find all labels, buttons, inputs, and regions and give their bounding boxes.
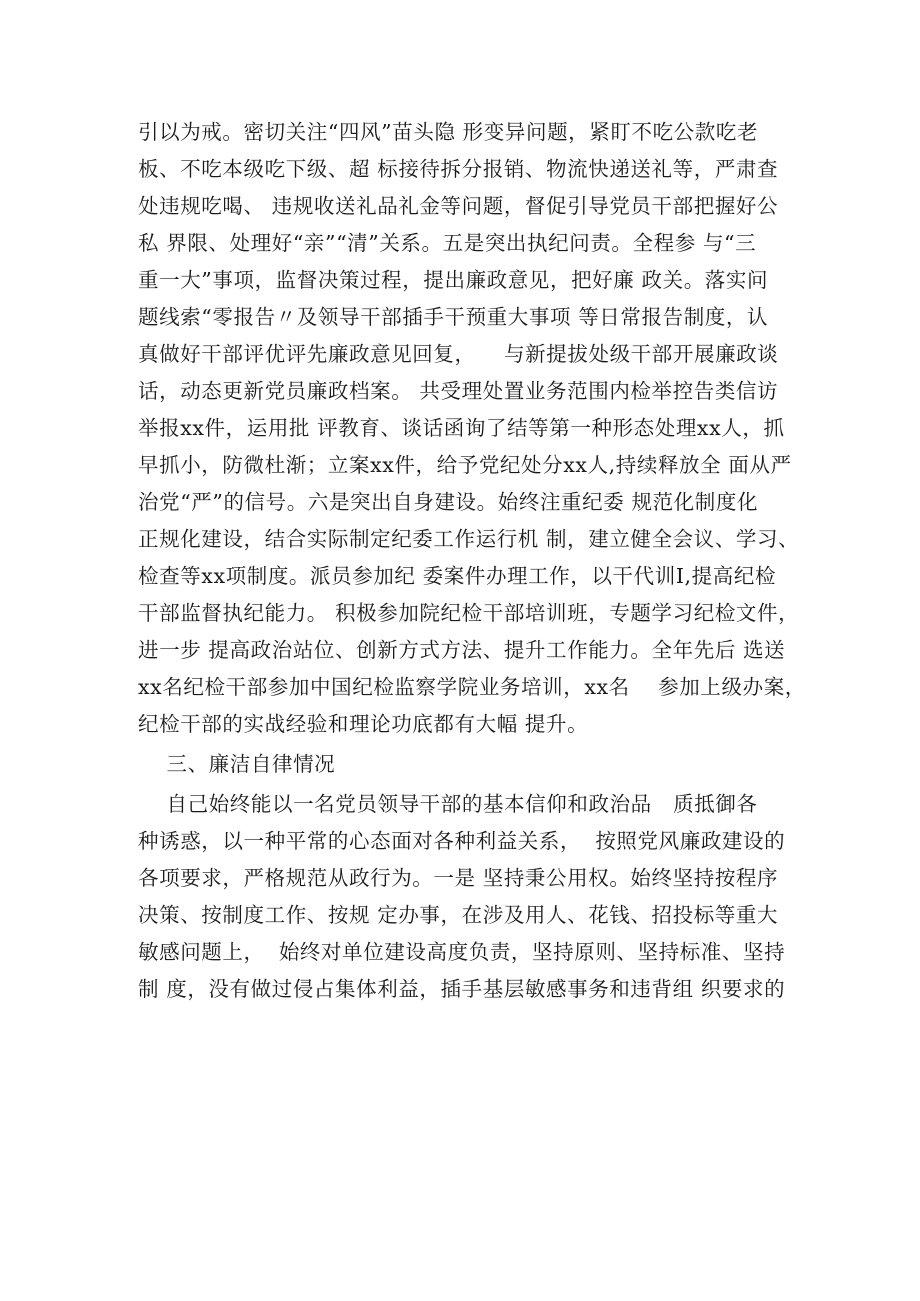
text-line: 真做好干部评优评先廉政意见回复， 与新提拔处级干部开展廉政谈 xyxy=(138,342,779,366)
text-line: 自己始终能以一名党员领导干部的基本信仰和政治品 质抵御各 xyxy=(138,792,758,816)
text-line: 话，动态更新党员廉政档案。 共受理处置业务范围内检举控告类信访 xyxy=(138,379,779,403)
text-line: 种诱惑，以一种平常的心态面对各种利益关系， 按照党风廉政建设的 xyxy=(138,829,786,853)
text-line: 敏感问题上， 始终对单位建设高度负责，坚持原则、坚持标准、坚持 xyxy=(138,940,786,964)
text-line: 私 界限、处理好“亲”“清”关系。五是突出执纪问责。全程参 与“三 xyxy=(138,231,757,255)
text-line: 决策、按制度工作、按规 定办事，在涉及用人、花钱、招投标等重大 xyxy=(138,903,779,927)
text-line: xx名纪检干部参加中国纪检监察学院业务培训，xx名 参加上级办案， xyxy=(138,675,806,699)
text-line: 检查等xx项制度。派员参加纪 委案件办理工作，以干代训I,提高纪检 xyxy=(138,564,777,588)
text-line: 正规化建设，结合实际制定纪委工作运行机 制，建立健全会议、学习、 xyxy=(138,527,800,551)
text-line: 引以为戒。密切关注“四风”苗头隐 形变异问题，紧盯不吃公款吃老 xyxy=(138,120,759,144)
section-heading: 三、廉洁自律情况 xyxy=(138,752,336,776)
document-body xyxy=(138,114,806,1008)
text-line: 举报xx件，运用批 评教育、谈话函询了结等第一种形态处理xx人，抓 xyxy=(138,416,785,440)
text-line: 板、不吃本级吃下级、超 标接待拆分报销、物流快递送礼等，严肃查 xyxy=(138,157,779,181)
text-line: 进一步 提高政治站位、创新方式方法、提升工作能力。全年先后 选送 xyxy=(138,638,786,662)
text-line: 制 度，没有做过侵占集体利益，插手基层敏感事务和违背组 织要求的 xyxy=(138,977,786,1001)
text-line: 重一大”事项，监督决策过程，提出廉政意见，把好廉 政关。落实问 xyxy=(138,268,769,292)
text-line: 治党“严”的信号。六是突出自身建设。始终注重纪委 规范化制度化 xyxy=(138,490,759,514)
text-line: 干部监督执纪能力。 积极参加院纪检干部培训班，专题学习纪检文件， xyxy=(138,601,800,625)
text-line: 纪检干部的实战经验和理论功底都有大幅 提升。 xyxy=(138,712,589,736)
text-line: 处违规吃喝、 违规收送礼品礼金等问题，督促引导党员干部把握好公 xyxy=(138,194,779,218)
text-line: 题线索“零报告〃及领导干部插手干预重大事项 等日常报告制度，认 xyxy=(138,305,769,329)
paragraph-disciplinary-work xyxy=(138,114,806,743)
paragraph-self-discipline xyxy=(138,786,798,1008)
text-line: 各项要求，严格规范从政行为。一是 坚持秉公用权。始终坚持按程序 xyxy=(138,866,779,890)
text-line: 早抓小，防微杜渐；立案xx件，给予党纪处分xx人,持续释放全 面从严 xyxy=(138,453,792,477)
